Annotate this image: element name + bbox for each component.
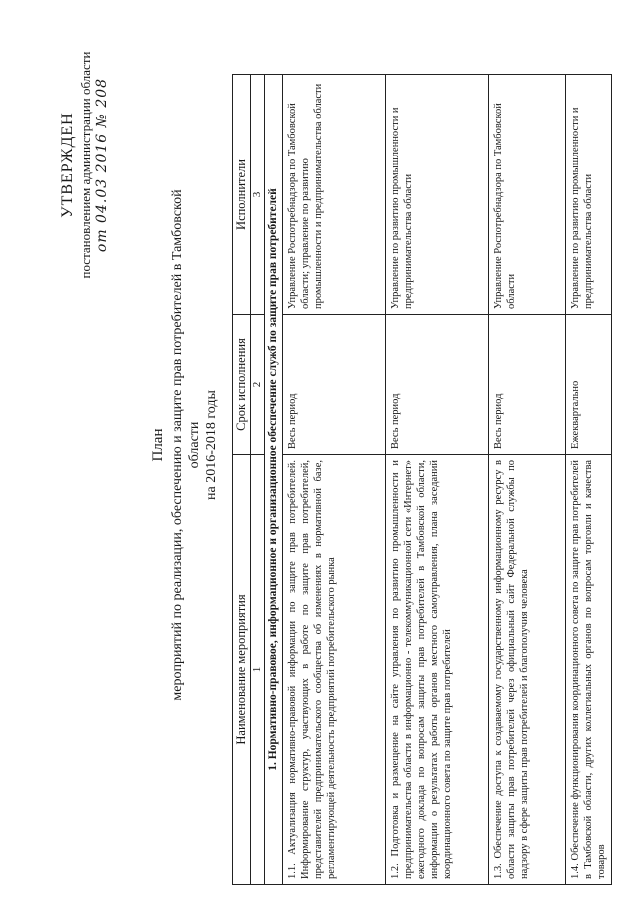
- term-cell: Весь период: [489, 315, 566, 455]
- table-number-row: [251, 75, 265, 885]
- header-exec: Исполнители: [233, 75, 251, 315]
- exec-cell: Управление по развитию промышленности и предпринимательства области: [566, 75, 612, 315]
- table-header-row: [233, 75, 251, 885]
- section-row: [265, 75, 283, 885]
- exec-cell: Управление Роспотребнадзора по Тамбовской области: [489, 75, 566, 315]
- col-number-3: 3: [251, 75, 265, 315]
- exec-cell: Управление Роспотребнадзора по Тамбовской области; управление по развитию промышленности и предпринимательства области: [283, 75, 386, 315]
- table-row: [283, 75, 386, 885]
- event-cell: 1.1. Актуализация нормативно-правовой информации по защите прав потребителей. Информирование структур, участвующих в работе по защите прав потребителей, представителей предпринимательского сообщества об изменениях в нормативной базе, регламентирующей деятельность предприятий потребительского рынка: [283, 455, 386, 885]
- table-row: [566, 75, 612, 885]
- title-line-1: мероприятий по реализации, обеспечению и защите прав потребителей в Тамбовской области: [170, 189, 202, 701]
- title-line-2: на 2016-2018 годы: [204, 390, 219, 500]
- approval-line: постановлением администрации области: [78, 51, 93, 279]
- plan-table: [232, 74, 612, 885]
- col-number-2: 2: [251, 315, 265, 455]
- event-cell: 1.3. Обеспечение доступа к создаваемому государственному информационному ресурсу в области защиты прав потребителей через официальный сайт Федеральной службы по надзору в сфере защиты прав потребителей и благополучия человека: [489, 455, 566, 885]
- document-title: [150, 165, 220, 725]
- approval-stamp: [60, 5, 110, 325]
- header-term: Срок исполнения: [233, 315, 251, 455]
- approval-date: от 04.03 2016 № 208: [94, 77, 110, 253]
- table-row: [489, 75, 566, 885]
- exec-cell: Управление по развитию промышленности и предпринимательства области: [386, 75, 489, 315]
- term-cell: Весь период: [283, 315, 386, 455]
- col-number-1: 1: [251, 455, 265, 885]
- term-cell: Весь период: [386, 315, 489, 455]
- title-plan: План: [150, 428, 166, 462]
- event-cell: 1.2. Подготовка и размещение на сайте управления по развитию промышленности и предпринимательства области в информационно - телекоммуникационной сети «Интернет» ежегодного доклада по вопросам защиты прав потребителей в Тамбовской области, информации о результатах работы органов местного самоуправления, плана заседаний координационного совета по защите прав потребителей: [386, 455, 489, 885]
- section-heading: 1. Нормативно-правовое, информационное и организационное обеспечение служб по защите прав потребителей: [265, 75, 283, 885]
- event-cell: 1.4. Обеспечение функционирования координационного совета по защите прав потребителей в Тамбовской области, других коллегиальных органов по вопросам торговли и качества товаров: [566, 455, 612, 885]
- table-row: [386, 75, 489, 885]
- header-event: Наименование мероприятия: [233, 455, 251, 885]
- approval-heading: УТВЕРЖДЕН: [59, 112, 76, 218]
- term-cell: Ежеквартально: [566, 315, 612, 455]
